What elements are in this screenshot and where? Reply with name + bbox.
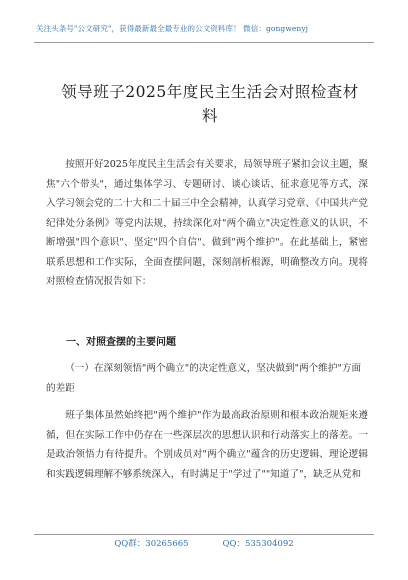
header-divider [34, 42, 374, 43]
document-title: 领导班子2025年度民主生活会对照检查材料 [61, 83, 359, 125]
body-paragraph: 班子集体虽然始终把"两个维护"作为最高政治原则和根本政治规矩来遵循，但在实际工作中仍存在一些深层次的思想认识和行动落实上的落差。一是政治领悟力有待提升。个别成员对"两个确立"蕴含的历史逻辑、理论逻辑和实践逻辑理解不够系统深入，有时满足于"学过了""知道了"，缺乏从党和 [46, 410, 368, 480]
intro-paragraph: 按照开好2025年度民主生活会有关要求，局领导班子紧扣会议主题，聚焦"六个带头"，通过集体学习、专题研讨、谈心谈话、征求意见等方式，深入学习领会党的二十大和二十届三中全会精神，认真学习党章、《中国共产党纪律处分条例》等党内法规，持续深化对"两个确立"决定性意义的认识，不断增强"四个意识"、坚定"四个自信"、做到"两个维护"。在此基础上，紧密联系思想和工作实际，全面查摆问题，深刻剖析根源，明确整改方向。现将对照检查情况报告如下： [46, 159, 368, 287]
header-note: 关注头条号"公文研究"，获得最新最全最专业的公文资料库！ 微信：gongwenyj [36, 24, 309, 33]
footer-divider [34, 534, 374, 535]
footer-qq-number: QQ：535304092 [222, 539, 294, 549]
footer [0, 537, 408, 549]
footer-qq-group: QQ群：30265665 [114, 539, 189, 549]
sub-heading: （一）在深刻领悟"两个确立"的决定性意义，坚决做到"两个维护"方面的差距 [46, 363, 362, 394]
section-heading: 一、对照查摆的主要问题 [66, 337, 176, 348]
